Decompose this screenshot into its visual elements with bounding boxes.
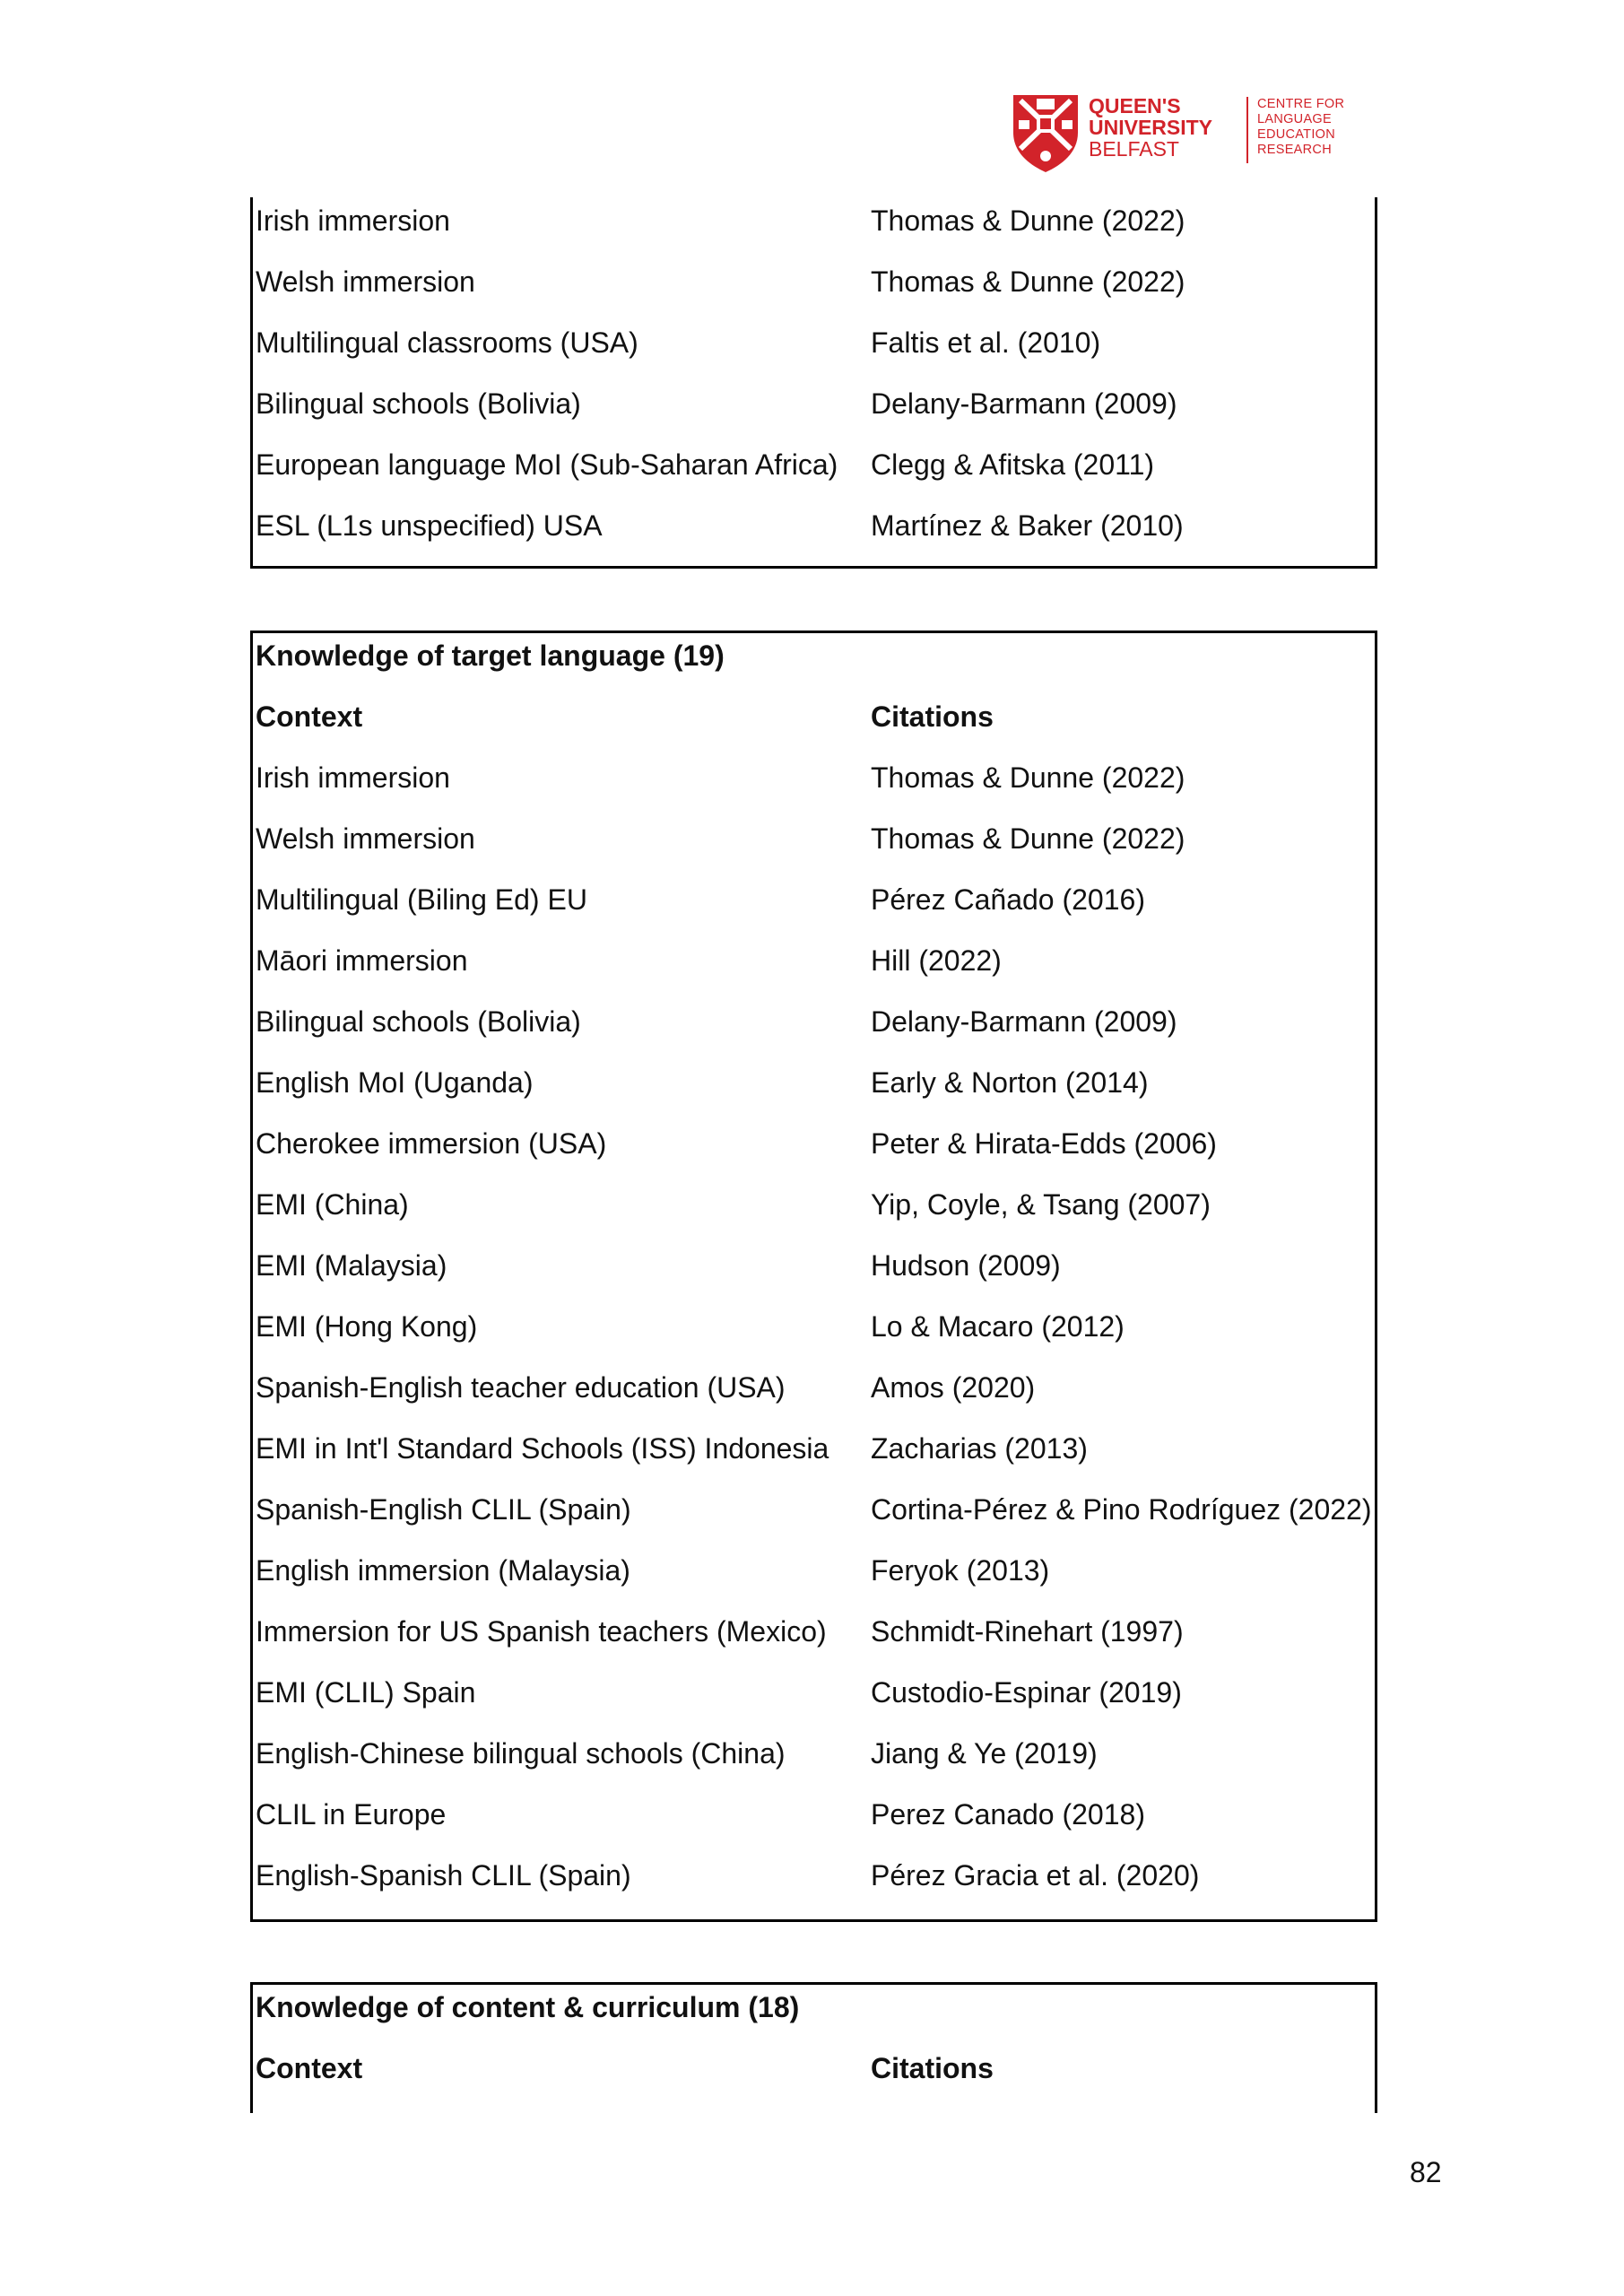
citation-cell: Jiang & Ye (2019) — [871, 1737, 1098, 1770]
citation-cell: Faltis et al. (2010) — [871, 326, 1101, 359]
column-header-context: Context — [256, 700, 363, 733]
table-row — [253, 262, 1375, 323]
citation-cell: Custodio-Espinar (2019) — [871, 1676, 1182, 1709]
table-row — [253, 1002, 1375, 1063]
context-cell: Irish immersion — [256, 204, 450, 237]
context-cell: EMI (CLIL) Spain — [256, 1676, 476, 1709]
centre-line-3: EDUCATION — [1257, 127, 1336, 142]
citation-cell: Pérez Cañado (2016) — [871, 883, 1145, 916]
context-cell: EMI (Hong Kong) — [256, 1310, 478, 1343]
citation-cell: Peter & Hirata-Edds (2006) — [871, 1127, 1217, 1160]
table-header-row — [253, 697, 1375, 758]
context-cell: Immersion for US Spanish teachers (Mexico) — [256, 1615, 827, 1648]
context-cell: Māori immersion — [256, 944, 468, 977]
citation-cell: Cortina-Pérez & Pino Rodríguez (2022) — [871, 1493, 1372, 1526]
table-row — [253, 1063, 1375, 1124]
logo-line-2: UNIVERSITY — [1089, 116, 1213, 139]
table-header-row — [253, 2048, 1375, 2109]
table-row — [253, 941, 1375, 1002]
table-row — [253, 1368, 1375, 1429]
qub-crest-icon — [1012, 93, 1080, 174]
table-title: Knowledge of target language (19) — [256, 639, 725, 672]
citation-cell: Amos (2020) — [871, 1371, 1036, 1404]
table-row — [253, 201, 1375, 262]
citation-cell: Perez Canado (2018) — [871, 1798, 1145, 1831]
context-cell: English immersion (Malaysia) — [256, 1554, 630, 1587]
citation-cell: Early & Norton (2014) — [871, 1066, 1149, 1099]
table-row — [253, 1185, 1375, 1246]
column-header-citations: Citations — [871, 700, 994, 733]
citation-cell: Delany-Barmann (2009) — [871, 387, 1177, 420]
context-cell: Spanish-English CLIL (Spain) — [256, 1493, 631, 1526]
context-cell: CLIL in Europe — [256, 1798, 447, 1831]
table-content-curriculum — [250, 1982, 1377, 2113]
context-cell: EMI (China) — [256, 1188, 409, 1221]
citation-cell: Thomas & Dunne (2022) — [871, 265, 1185, 298]
citation-cell: Lo & Macaro (2012) — [871, 1310, 1125, 1343]
context-cell: Multilingual classrooms (USA) — [256, 326, 638, 359]
table-row — [253, 1307, 1375, 1368]
citation-cell: Yip, Coyle, & Tsang (2007) — [871, 1188, 1211, 1221]
table-row — [253, 1856, 1375, 1917]
table-row — [253, 1551, 1375, 1612]
table-row — [253, 1734, 1375, 1795]
table-row — [253, 445, 1375, 506]
centre-line-1: CENTRE FOR — [1257, 97, 1345, 111]
university-name — [1089, 95, 1232, 160]
table-row — [253, 1124, 1375, 1185]
citation-cell: Thomas & Dunne (2022) — [871, 761, 1185, 794]
table-row — [253, 384, 1375, 445]
column-header-citations: Citations — [871, 2052, 994, 2084]
table-title-row — [253, 636, 1375, 697]
table-row — [253, 819, 1375, 880]
context-cell: English-Chinese bilingual schools (China) — [256, 1737, 786, 1770]
citation-cell: Pérez Gracia et al. (2020) — [871, 1859, 1200, 1892]
table-target-language — [250, 631, 1377, 1922]
context-cell: ESL (L1s unspecified) USA — [256, 509, 603, 542]
centre-line-4: RESEARCH — [1257, 143, 1332, 157]
qub-cler-logo — [1012, 93, 1361, 176]
table-continued — [250, 197, 1377, 569]
page-number: 82 — [1410, 2156, 1442, 2188]
context-cell: English MoI (Uganda) — [256, 1066, 534, 1099]
table-title: Knowledge of content & curriculum (18) — [256, 1991, 800, 2023]
citation-cell: Martínez & Baker (2010) — [871, 509, 1184, 542]
context-cell: Welsh immersion — [256, 822, 475, 855]
citation-cell: Thomas & Dunne (2022) — [871, 204, 1185, 237]
centre-name — [1257, 97, 1365, 158]
table-title-row — [253, 1987, 1375, 2048]
citation-cell: Delany-Barmann (2009) — [871, 1005, 1177, 1038]
table-row — [253, 1490, 1375, 1551]
context-cell: Spanish-English teacher education (USA) — [256, 1371, 786, 1404]
citation-cell: Clegg & Afitska (2011) — [871, 448, 1155, 481]
logo-line-1: QUEEN'S — [1089, 94, 1181, 117]
context-cell: English-Spanish CLIL (Spain) — [256, 1859, 631, 1892]
citation-cell: Thomas & Dunne (2022) — [871, 822, 1185, 855]
context-cell: European language MoI (Sub-Saharan Africa) — [256, 448, 838, 481]
citation-cell: Hill (2022) — [871, 944, 1002, 977]
citation-cell: Schmidt-Rinehart (1997) — [871, 1615, 1184, 1648]
column-header-context: Context — [256, 2052, 363, 2084]
table-row — [253, 506, 1375, 567]
table-row — [253, 758, 1375, 819]
context-cell: Welsh immersion — [256, 265, 475, 298]
logo-line-3: BELFAST — [1089, 137, 1179, 161]
table-row — [253, 1246, 1375, 1307]
context-cell: EMI in Int'l Standard Schools (ISS) Indonesia — [256, 1432, 829, 1465]
context-cell: Bilingual schools (Bolivia) — [256, 1005, 581, 1038]
table-row — [253, 323, 1375, 384]
table-row — [253, 1795, 1375, 1856]
context-cell: EMI (Malaysia) — [256, 1249, 447, 1282]
context-cell: Irish immersion — [256, 761, 450, 794]
centre-line-2: LANGUAGE — [1257, 112, 1332, 126]
context-cell: Cherokee immersion (USA) — [256, 1127, 607, 1160]
table-row — [253, 1673, 1375, 1734]
table-row — [253, 1612, 1375, 1673]
context-cell: Bilingual schools (Bolivia) — [256, 387, 581, 420]
table-row — [253, 880, 1375, 941]
logo-divider — [1246, 97, 1248, 163]
context-cell: Multilingual (Biling Ed) EU — [256, 883, 587, 916]
table-row — [253, 1429, 1375, 1490]
citation-cell: Zacharias (2013) — [871, 1432, 1088, 1465]
citation-cell: Hudson (2009) — [871, 1249, 1061, 1282]
citation-cell: Feryok (2013) — [871, 1554, 1050, 1587]
